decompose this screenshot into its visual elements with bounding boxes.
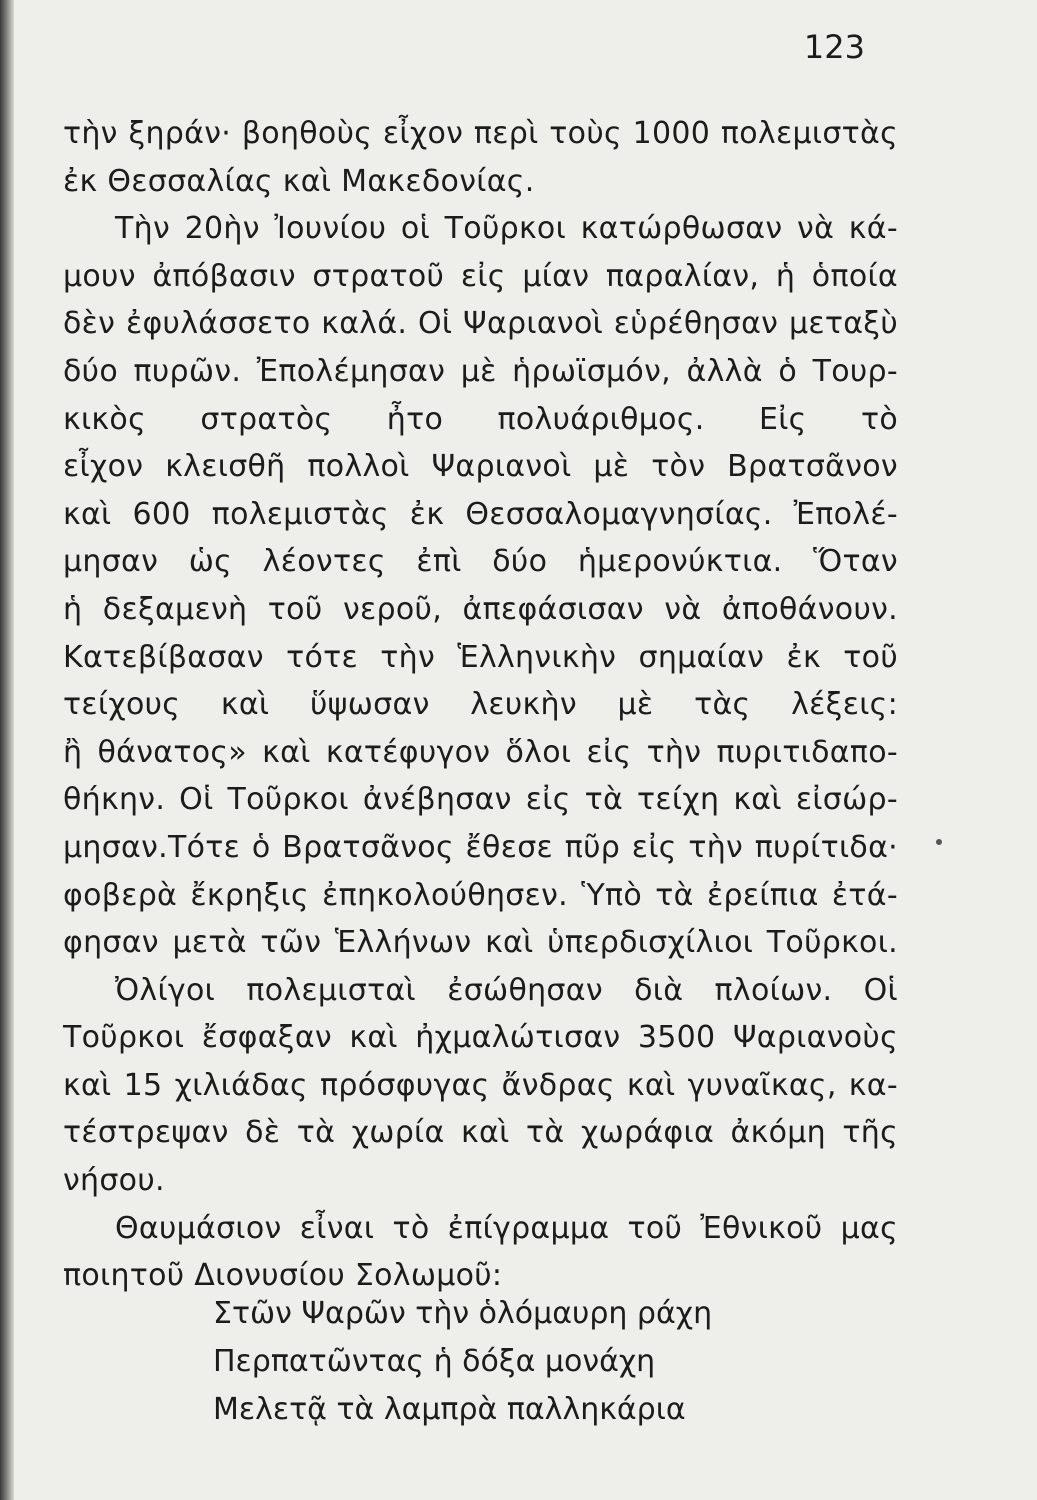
text-line: μουν ἀπόβασιν στρατοῦ εἰς μίαν παραλίαν, ἡ ὁποία <box>63 258 898 294</box>
text-line: ἢ θάνατος» καὶ κατέφυγον ὅλοι εἰς τὴν πυριτιδαπο- <box>63 734 898 770</box>
text-line: κικὸς στρατὸς ἦτο πολυάριθμος. Εἰς τὸ <box>63 401 898 437</box>
book-spine-shadow <box>0 0 14 1500</box>
text-line: φησαν μετὰ τῶν Ἑλλήνων καὶ ὑπερδισχίλιοι Τοῦρκοι. <box>63 925 898 961</box>
text-line: ἐκ Θεσσαλίας καὶ Μακεδονίας. <box>63 163 535 199</box>
text-line: Κατεβίβασαν τότε τὴν Ἑλληνικὴν σημαίαν ἐκ τοῦ <box>63 639 898 675</box>
poem-line: Περπατῶντας ἡ δόξα μονάχη <box>213 1344 656 1379</box>
paragraph-first-line: Θαυμάσιον εἶναι τὸ ἐπίγραμμα τοῦ Ἐθνικοῦ μας <box>115 1210 898 1246</box>
text-line: εἶχον κλεισθῆ πολλοὶ Ψαριανοὶ μὲ τὸν Βρατσᾶνον <box>63 449 898 485</box>
text-line: Τοῦρκοι ἔσφαξαν καὶ ἠχμαλώτισαν 3500 Ψαριανοὺς <box>63 1020 898 1056</box>
scan-speck <box>936 839 942 845</box>
poem-epigram <box>213 1290 712 1434</box>
text-line: τὴν ξηράν· βοηθοὺς εἶχον περὶ τοὺς 1000 πολεμιστὰς <box>63 116 898 151</box>
paragraph-first-line: Τὴν 20ὴν Ἰουνίου οἱ Τοῦρκοι κατώρθωσαν νὰ κά- <box>115 211 898 247</box>
text-line: τείχους καὶ ὕψωσαν λευκὴν μὲ τὰς λέξεις: <box>63 687 898 723</box>
text-line: δὲν ἐφυλάσσετο καλά. Οἱ Ψαριανοὶ εὑρέθησαν μεταξὺ <box>63 306 898 342</box>
text-line: νήσου. <box>63 1163 165 1199</box>
text-line: τέστρεψαν δὲ τὰ χωρία καὶ τὰ χωράφια ἀκόμη τῆς <box>63 1115 898 1151</box>
poem-line: Μελετᾷ τὰ λαμπρὰ παλληκάρια <box>213 1392 686 1427</box>
body-text <box>63 110 898 1300</box>
text-line: μησαν.Τότε ὁ Βρατσᾶνος ἔθεσε πῦρ εἰς τὴν πυρίτιδα· <box>63 829 898 865</box>
text-line: ποιητοῦ Διονυσίου Σολωμοῦ: <box>63 1258 503 1294</box>
text-line: καὶ 600 πολεμιστὰς ἐκ Θεσσαλομαγνησίας. Ἐπολέ- <box>63 496 898 532</box>
text-line: θήκην. Οἱ Τοῦρκοι ἀνέβησαν εἰς τὰ τείχη καὶ εἰσώρ- <box>63 782 898 818</box>
poem-line: Στῶν Ψαρῶν τὴν ὁλόμαυρη ράχη <box>213 1296 713 1331</box>
page-number: 123 <box>803 28 865 66</box>
text-line: φοβερὰ ἔκρηξις ἐπηκολούθησεν. Ὑπὸ τὰ ἐρείπια ἐτά- <box>63 877 898 913</box>
text-line: μησαν ὡς λέοντες ἐπὶ δύο ἡμερονύκτια. Ὅταν <box>63 544 898 580</box>
paragraph-first-line: Ὀλίγοι πολεμισταὶ ἐσώθησαν διὰ πλοίων. Οἱ <box>115 972 898 1008</box>
text-line: ἡ δεξαμενὴ τοῦ νεροῦ, ἀπεφάσισαν νὰ ἀποθάνουν. <box>63 591 898 627</box>
text-line: καὶ 15 χιλιάδας πρόσφυγας ἄνδρας καὶ γυναῖκας, κα- <box>63 1067 898 1103</box>
text-line: δύο πυρῶν. Ἐπολέμησαν μὲ ἡρωϊσμόν, ἀλλὰ ὁ Τουρ- <box>63 353 898 389</box>
